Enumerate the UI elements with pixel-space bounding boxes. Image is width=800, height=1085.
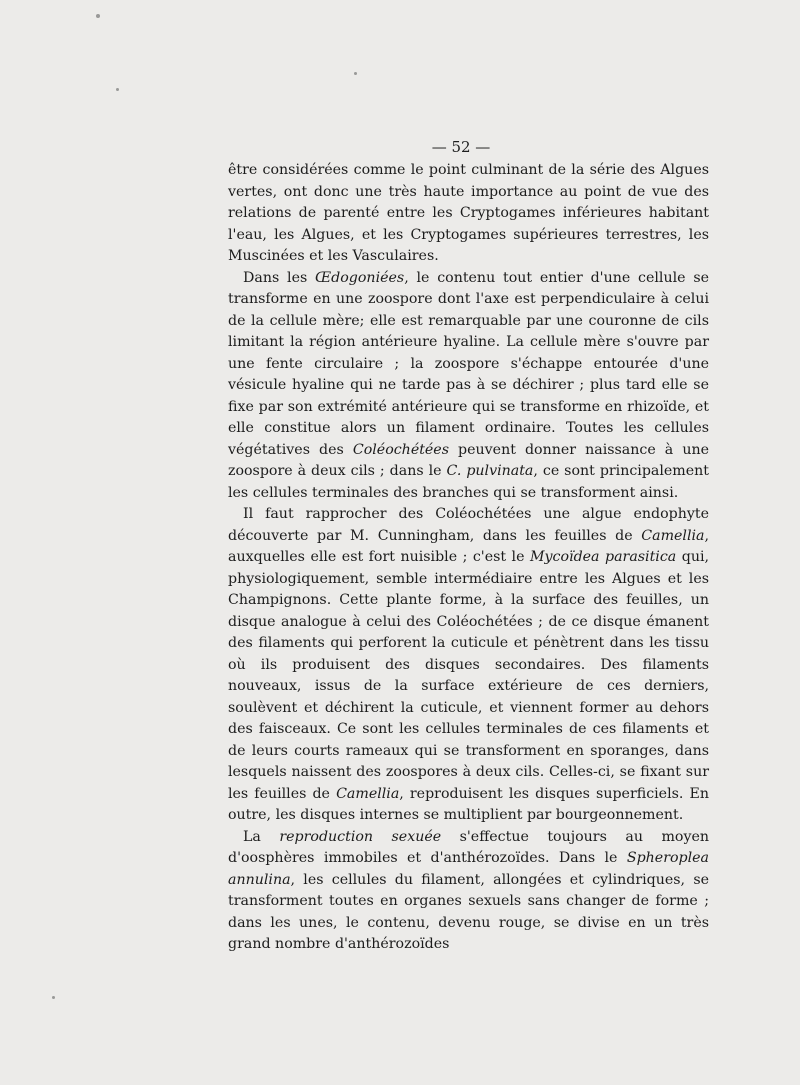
italic-term: C. pulvinata <box>446 463 534 479</box>
text-run: , le contenu tout entier d'une cellule se transforme en une zoospore dont l'axe est perpendiculaire à celui de la cellule mère; elle est remarquable par une couronne de cils limitant la région antérieure hyaline. La cellule mère s'ouvre par une fente circulaire ; la zoospore s'échappe entourée d'une vésicule hyaline qui ne tarde pas à se déchirer ; plus tard elle se fixe par son extrémité antérieure qui se transforme en rhizoïde, et elle constitue alors un filament ordinaire. Toutes les cellules végétatives des <box>228 269 709 458</box>
text-run: , auxquelles elle est fort nuisible ; c'est le <box>228 527 709 565</box>
paper-speck <box>52 996 55 999</box>
text-run: qui, physiologiquement, semble intermédiaire entre les Algues et les Champignons. Cette plante forme, à la surface des feuilles, un disque analogue à celui des Coléochétées ; de ce disque émanent des filaments qui perforent la cuticule et pénètrent dans les tissu où ils produisent des disques secondaires. Des filaments nouveaux, issus de la surface extérieure de ces derniers, soulèvent et déchirent la cuticule, et viennent former au dehors des faisceaux. Ce sont les cellules terminales de ces filaments et de leurs courts rameaux qui se transforment en sporanges, dans lesquels naissent des zoospores à deux cils. Celles-ci, se fixant sur les feuilles de <box>228 549 710 802</box>
paragraph <box>228 827 709 956</box>
page-number: — 52 — <box>431 138 491 156</box>
text-run: être considérées comme le point culminant de la série des Algues vertes, ont donc une très haute importance au point de vue des relations de parenté entre les Cryptogames inférieures habitant l'eau, les Algues, et les Cryptogames supérieures terrestres, les Muscinées et les Vasculaires. <box>228 162 709 264</box>
italic-term: Mycoïdea parasitica <box>530 549 677 565</box>
italic-term: Spheroplea annulina <box>228 850 709 888</box>
text-run: Il faut rapprocher des Coléochétées une algue endophyte découverte par M. Cunningham, dans les feuilles de <box>228 506 709 544</box>
paper-speck <box>96 14 100 18</box>
paper-speck <box>116 88 119 91</box>
italic-term: Coléochétées <box>352 441 449 458</box>
paper-speck <box>354 72 357 75</box>
text-run: , les cellules du filament, allongées et cylindriques, se transforment toutes en organes sexuels sans changer de forme ; dans les unes, le contenu, devenu rouge, se divise en un très grand nombre d'anthérozoïdes <box>228 871 709 952</box>
italic-term: reproduction sexuée <box>279 828 442 845</box>
italic-term: Camellia <box>641 527 705 544</box>
paragraph <box>228 160 709 268</box>
italic-term: Camellia <box>336 785 400 802</box>
text-run: s'effectue toujours au moyen d'oosphères immobiles et d'anthérozoïdes. Dans le <box>228 828 709 866</box>
paragraph <box>228 268 709 505</box>
text-run: , ce sont principalement les cellules terminales des branches qui se transforment ainsi. <box>228 463 709 501</box>
text-run: La <box>243 828 280 845</box>
paragraph <box>228 504 709 827</box>
italic-term: Œdogoniées <box>315 269 405 286</box>
body-text <box>228 160 709 956</box>
text-run: Dans les <box>243 269 316 286</box>
text-run: peuvent donner naissance à une zoospore à deux cils ; dans le <box>228 441 709 479</box>
text-run: , reproduisent les disques superficiels. En outre, les disques internes se multiplient par bourgeonnement. <box>228 785 709 823</box>
